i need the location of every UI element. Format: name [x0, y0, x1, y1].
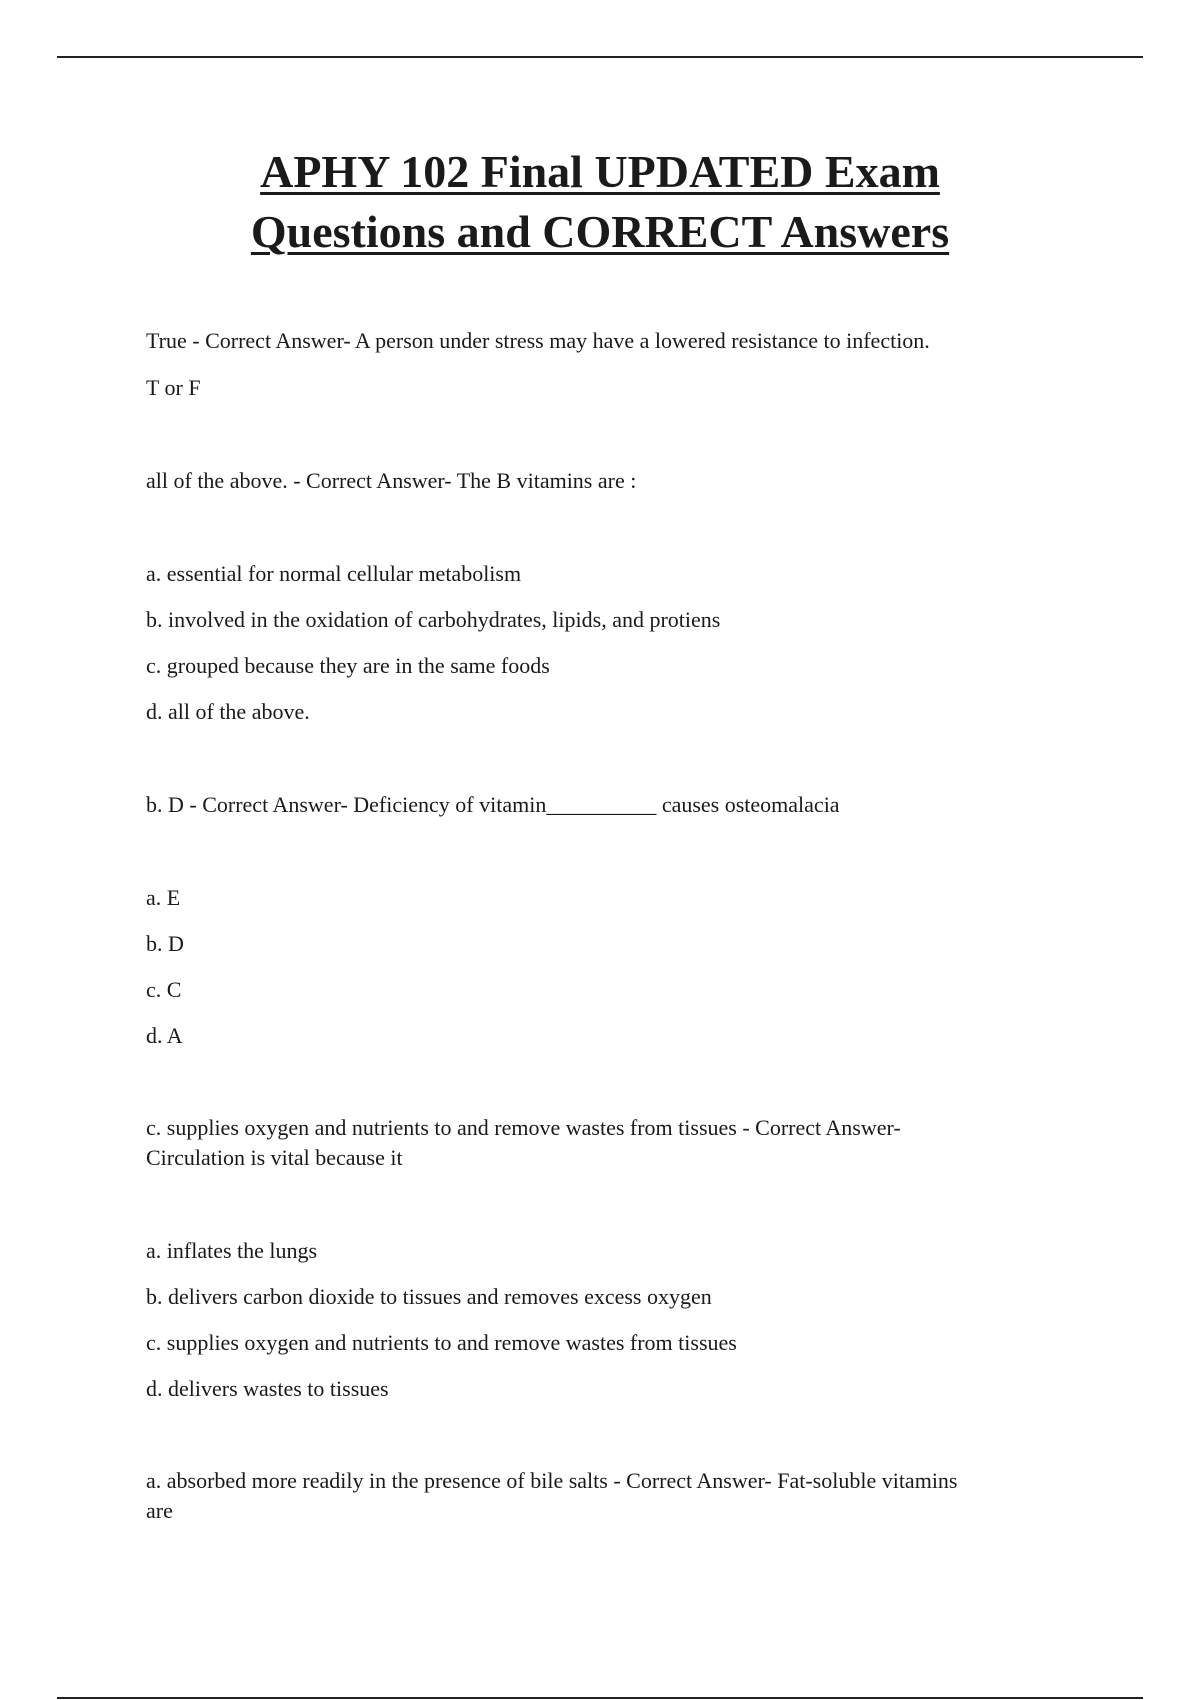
qa-line: True - Correct Answer- A person under stress may have a lowered resistance to infection. [146, 328, 930, 353]
qa-line: c. supplies oxygen and nutrients to and remove wastes from tissues - Correct Answer- [146, 1115, 901, 1140]
qa-option: a. E [146, 885, 181, 910]
title-line-2: Questions and CORRECT Answers [250, 206, 950, 257]
footer-rule [57, 1697, 1143, 1699]
qa-option: c. supplies oxygen and nutrients to and remove wastes from tissues [146, 1330, 737, 1355]
title-line-1: APHY 102 Final UPDATED Exam [260, 146, 940, 197]
qa-option: a. essential for normal cellular metabolism [146, 561, 522, 586]
qa-option: a. inflates the lungs [146, 1238, 318, 1263]
qa-option: b. involved in the oxidation of carbohydrates, lipids, and protiens [146, 607, 721, 632]
qa-line: all of the above. - Correct Answer- The B vitamins are : [146, 468, 637, 493]
header-rule [57, 56, 1143, 58]
qa-line: T or F [146, 375, 201, 400]
qa-line: a. absorbed more readily in the presence of bile salts - Correct Answer- Fat-soluble vitamins [146, 1468, 958, 1493]
qa-option: d. all of the above. [146, 699, 310, 724]
qa-option: b. delivers carbon dioxide to tissues and removes excess oxygen [146, 1284, 712, 1309]
document-title [0, 142, 1200, 262]
qa-option: c. grouped because they are in the same foods [146, 653, 550, 678]
qa-option: b. D [146, 931, 184, 956]
qa-option: d. delivers wastes to tissues [146, 1376, 389, 1401]
qa-option: d. A [146, 1023, 183, 1048]
qa-line: b. D - Correct Answer- Deficiency of vitamin__________ causes osteomalacia [146, 792, 840, 817]
qa-line: Circulation is vital because it [146, 1145, 403, 1170]
qa-option: c. C [146, 977, 182, 1002]
qa-line: are [146, 1498, 173, 1523]
